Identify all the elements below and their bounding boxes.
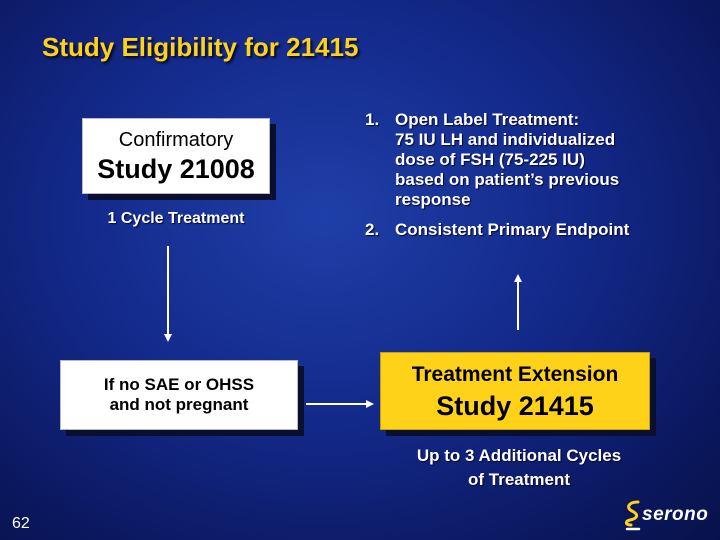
criteria-line: based on patient’s previous bbox=[395, 170, 620, 189]
page-number: 62 bbox=[12, 515, 30, 532]
confirmatory-study-number: Study 21008 bbox=[97, 154, 255, 184]
criteria-number: 1. bbox=[365, 110, 380, 129]
condition-line-2: and not pregnant bbox=[109, 395, 249, 414]
serono-logo-text: serono bbox=[642, 504, 709, 525]
serono-swirl-icon bbox=[622, 498, 644, 534]
criteria-line: response bbox=[395, 190, 471, 209]
criteria-line: 75 IU LH and individualized bbox=[395, 130, 616, 149]
additional-line-2: of Treatment bbox=[467, 470, 571, 489]
slide-title: Study Eligibility for 21415 bbox=[42, 32, 359, 62]
serono-logo bbox=[622, 498, 717, 534]
condition-line-1: If no SAE or OHSS bbox=[103, 375, 255, 394]
extension-label: Treatment Extension bbox=[411, 363, 619, 386]
criteria-line: Consistent Primary Endpoint bbox=[395, 220, 630, 239]
extension-study-number: Study 21415 bbox=[436, 391, 594, 421]
confirmatory-label: Confirmatory bbox=[118, 129, 234, 151]
additional-line-1: Up to 3 Additional Cycles bbox=[416, 446, 622, 465]
criteria-line: dose of FSH (75-225 IU) bbox=[395, 150, 585, 169]
first-cycle-label: 1 Cycle Treatment bbox=[107, 210, 245, 227]
criteria-number: 2. bbox=[365, 220, 380, 239]
criteria-line: Open Label Treatment: bbox=[395, 110, 580, 129]
